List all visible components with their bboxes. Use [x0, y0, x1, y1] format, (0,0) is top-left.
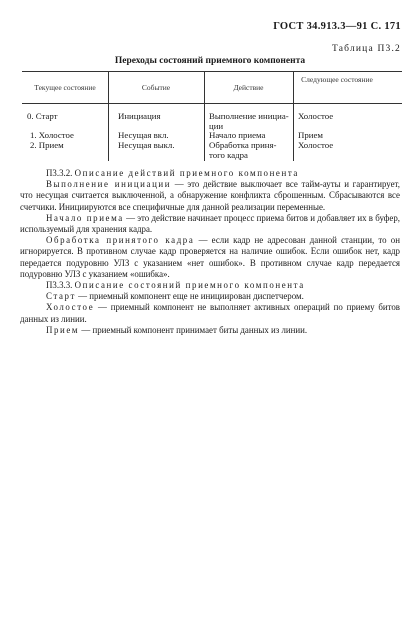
section-heading: П3.3.3. Описание состояний приемного компонента: [46, 280, 305, 291]
body-text: [20, 168, 400, 336]
paragraph: Начало приема — это действие начинает процесс приема битов и добавляет их в буфер, используемый для хранения кадра.: [20, 212, 401, 235]
paragraph: Обработка принятого кадра — если кадр не адресован данной станции, то он игнорируется. В противном случае кадр проверяется на наличие ошибок. Если ошибок нет, кадр передается подуровню УЛЗ с указанием «нет ошибок». В противном случае кадр передается подуровню УЛЗ с указанием «ошибка».: [20, 235, 400, 279]
table-cell-state: 0. Старт: [27, 111, 58, 121]
paragraph: Холостое — приемный компонент не выполняет активных операций по приему битов данных из линии.: [20, 302, 400, 324]
table-cell-action: Выполнение инициа- ции: [209, 111, 289, 131]
table-header-rule: [22, 103, 402, 104]
section-heading: П3.3.2. Описание действий приемного компонента: [46, 168, 299, 178]
table-title: Переходы состояний приемного компонента: [114, 56, 306, 66]
table-cell-next: Холостое: [298, 140, 334, 150]
table-cell-state: 2. Прием: [30, 140, 64, 150]
table-cell-event: Инициация: [118, 111, 161, 121]
table-cell-action: Обработка приня- того кадра: [209, 140, 277, 160]
table-cell-next: Холостое: [298, 111, 334, 121]
page-header: ГОСТ 34.913.3—91 С. 171: [273, 21, 401, 32]
table-col-divider: [293, 71, 294, 161]
table-top-rule: [22, 71, 402, 72]
col-header-next: Следующее состояние: [301, 75, 373, 84]
table-cell-event: Несущая вкл.: [118, 130, 169, 140]
col-header-action: Действие: [233, 83, 264, 92]
table-cell-action: Начало приема: [209, 130, 266, 140]
table-cell-next: Прием: [298, 130, 323, 140]
table-cell-state: 1. Холостое: [30, 130, 74, 140]
paragraph: Старт — приемный компонент еще не инициирован диспетчером.: [46, 291, 304, 302]
table-cell-event: Несущая выкл.: [118, 140, 175, 150]
paragraph: Выполнение инициации — это действие выключает все тайм-ауты и гарантирует, что несущая считается выключенной, а обнаружение конфликта сброшенным. Сбрасываются все счетчики. Инициируются все специфичные для данной реализации переменные.: [20, 179, 400, 212]
col-header-state: Текущее состояние: [34, 83, 96, 92]
paragraph: Прием — приемный компонент принимает биты данных из линии.: [46, 324, 308, 335]
table-label: Таблица П3.2: [331, 44, 401, 54]
col-header-event: Событие: [141, 83, 171, 92]
